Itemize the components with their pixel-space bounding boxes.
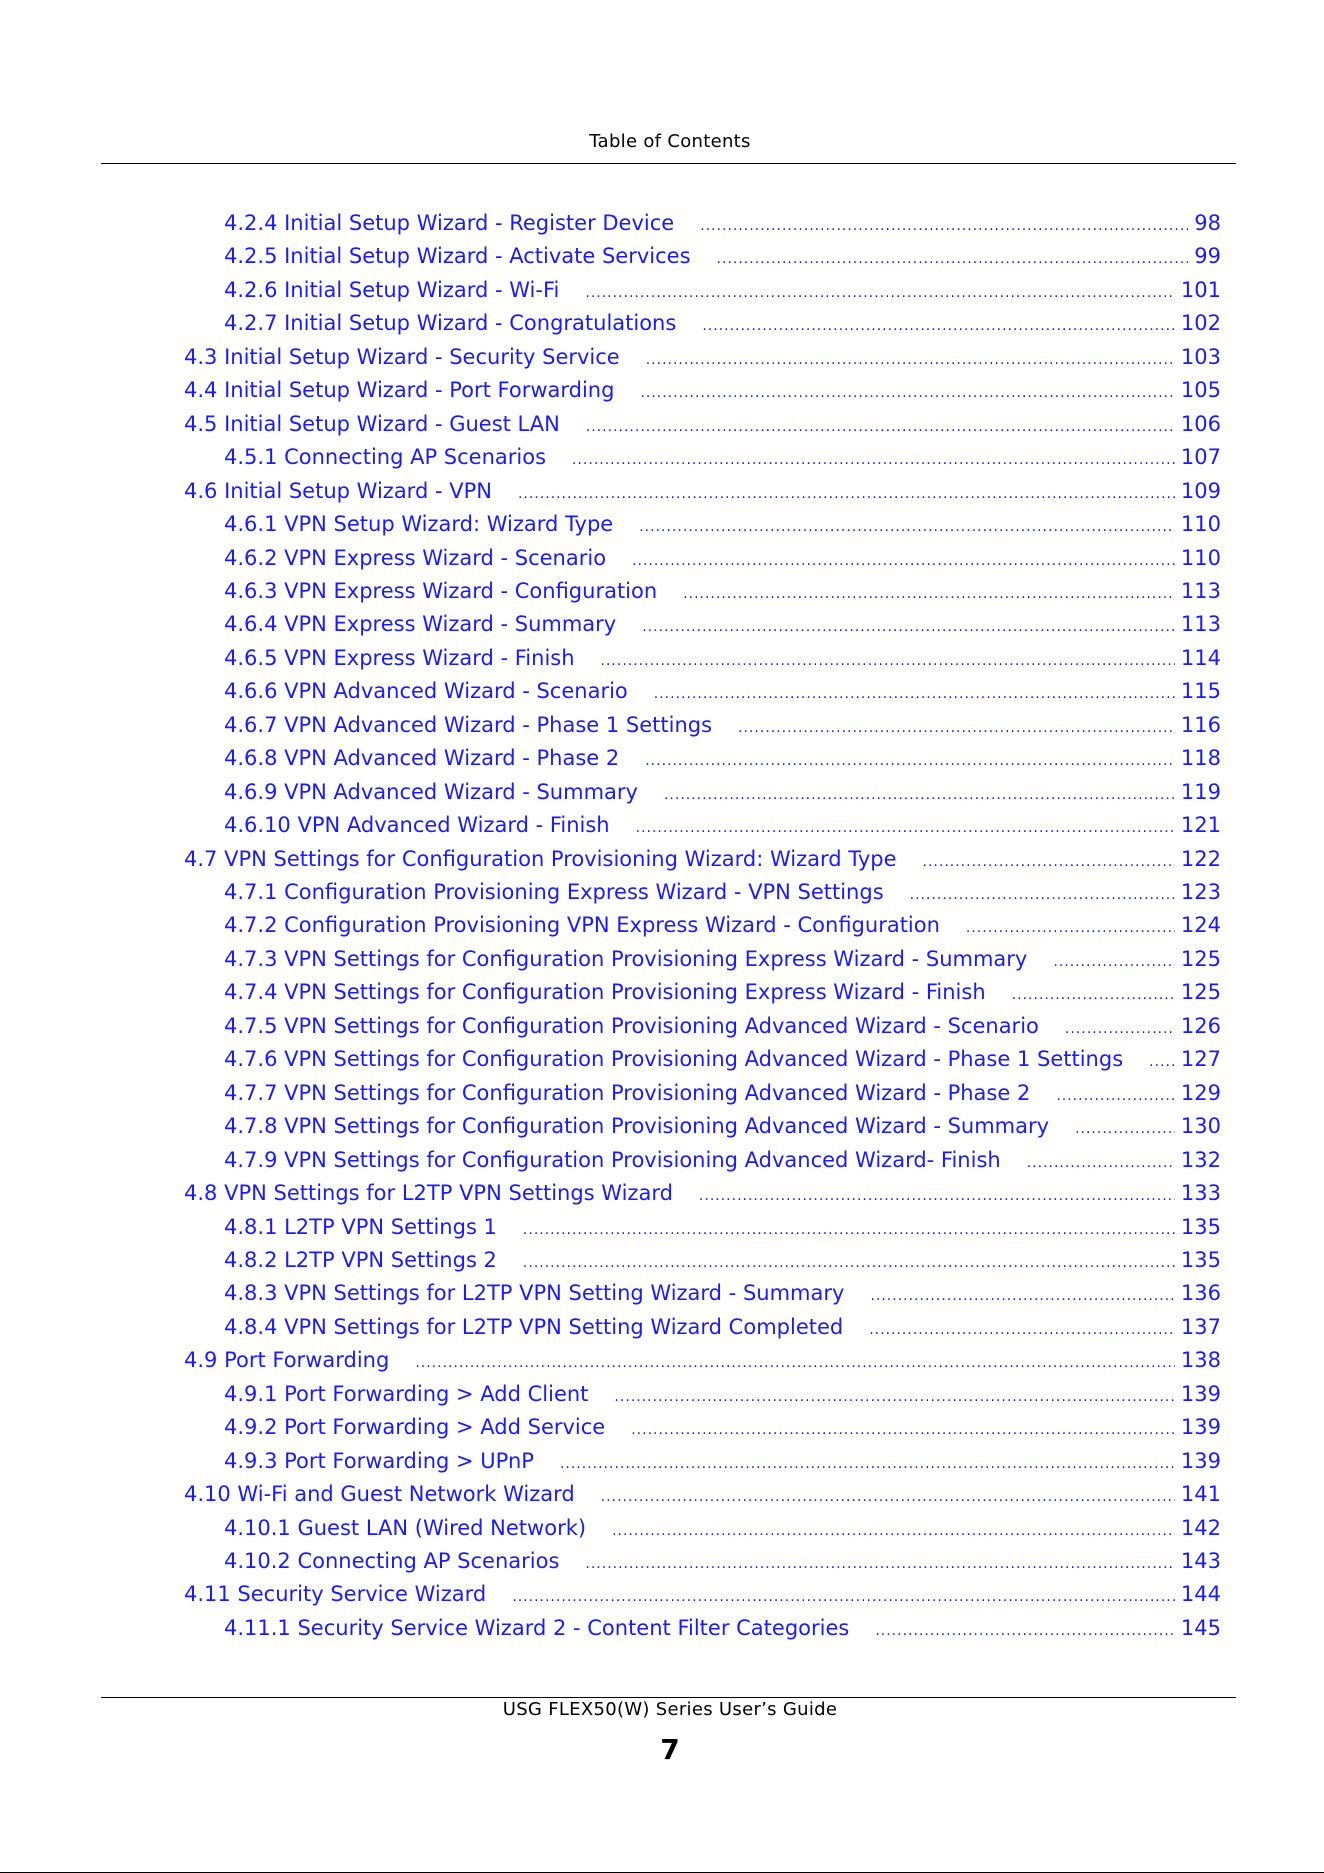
toc-entry-page-number: 119	[1180, 780, 1221, 804]
toc-dot-leader	[966, 920, 1175, 936]
toc-entry[interactable]	[224, 746, 1221, 780]
toc-entry-title: 4.8 VPN Settings for L2TP VPN Settings Wizard	[184, 1181, 673, 1205]
toc-entry-title: 4.6.5 VPN Express Wizard - Finish	[224, 646, 575, 670]
toc-dot-leader	[646, 352, 1175, 368]
toc-entry[interactable]	[184, 1181, 1221, 1215]
toc-dot-leader	[614, 1389, 1174, 1405]
toc-entry-page-number: 145	[1180, 1616, 1221, 1640]
toc-dot-leader	[923, 854, 1175, 870]
toc-entry-title: 4.3 Initial Setup Wizard - Security Service	[184, 345, 620, 369]
toc-entry-title: 4.2.4 Initial Setup Wizard - Register Device	[224, 211, 675, 235]
toc-dot-leader	[639, 519, 1175, 535]
toc-entry-page-number: 103	[1180, 345, 1221, 369]
toc-entry-page-number: 137	[1180, 1315, 1221, 1339]
toc-entry-title: 4.7.8 VPN Settings for Configuration Provisioning Advanced Wizard - Summary	[224, 1114, 1050, 1138]
header-divider	[101, 163, 1236, 164]
toc-dot-leader	[645, 753, 1175, 769]
toc-entry-page-number: 125	[1180, 980, 1221, 1004]
toc-entry-title: 4.4 Initial Setup Wizard - Port Forwarding	[184, 378, 615, 402]
toc-entry-page-number: 132	[1180, 1148, 1221, 1172]
toc-entry-title: 4.5.1 Connecting AP Scenarios	[224, 445, 547, 469]
toc-dot-leader	[869, 1322, 1175, 1338]
toc-entry[interactable]	[224, 278, 1221, 312]
toc-entry-page-number: 109	[1180, 479, 1221, 503]
toc-entry-title: 4.6.10 VPN Advanced Wizard - Finish	[224, 813, 610, 837]
toc-entry-page-number: 138	[1180, 1348, 1221, 1372]
toc-entry-title: 4.10.1 Guest LAN (Wired Network)	[224, 1516, 587, 1540]
toc-entry[interactable]	[224, 780, 1221, 814]
toc-entry[interactable]	[224, 1081, 1221, 1115]
toc-entry-page-number: 139	[1180, 1449, 1221, 1473]
toc-dot-leader	[875, 1623, 1175, 1639]
toc-entry[interactable]	[184, 1482, 1221, 1516]
toc-entry-page-number: 136	[1180, 1281, 1221, 1305]
toc-entry[interactable]	[224, 679, 1221, 713]
toc-dot-leader	[572, 452, 1175, 468]
toc-dot-leader	[664, 787, 1175, 803]
toc-entry[interactable]	[184, 1582, 1221, 1616]
toc-dot-leader	[632, 553, 1175, 569]
toc-entry-title: 4.8.2 L2TP VPN Settings 2	[224, 1248, 497, 1272]
toc-entry[interactable]	[224, 512, 1221, 546]
toc-entry-page-number: 124	[1180, 913, 1221, 937]
toc-entry-title: 4.2.7 Initial Setup Wizard - Congratulations	[224, 311, 677, 335]
toc-entry[interactable]	[224, 1248, 1221, 1282]
toc-entry[interactable]	[224, 546, 1221, 580]
toc-entry[interactable]	[224, 211, 1221, 245]
toc-entry-title: 4.6.2 VPN Express Wizard - Scenario	[224, 546, 607, 570]
toc-entry-title: 4.8.1 L2TP VPN Settings 1	[224, 1215, 497, 1239]
toc-entry-title: 4.8.4 VPN Settings for L2TP VPN Setting Wizard Completed	[224, 1315, 844, 1339]
page-number: 7	[660, 1733, 680, 1766]
toc-entry[interactable]	[224, 1114, 1221, 1148]
toc-entry-title: 4.7.4 VPN Settings for Configuration Provisioning Express Wizard - Finish	[224, 980, 986, 1004]
toc-entry[interactable]	[224, 1516, 1221, 1550]
toc-entry[interactable]	[224, 1148, 1221, 1182]
toc-entry[interactable]	[224, 1047, 1221, 1081]
toc-entry[interactable]	[224, 1549, 1221, 1583]
toc-dot-leader	[585, 1556, 1175, 1572]
toc-dot-leader	[560, 1456, 1175, 1472]
toc-entry-page-number: 99	[1194, 244, 1221, 268]
toc-entry-page-number: 135	[1180, 1248, 1221, 1272]
toc-entry-page-number: 102	[1180, 311, 1221, 335]
toc-dot-leader	[1012, 987, 1175, 1003]
toc-dot-leader	[683, 586, 1175, 602]
footer-divider	[101, 1697, 1236, 1698]
toc-dot-leader	[717, 251, 1189, 267]
toc-entry[interactable]	[224, 880, 1221, 914]
toc-entry-page-number: 101	[1180, 278, 1221, 302]
toc-entry-title: 4.7.9 VPN Settings for Configuration Provisioning Advanced Wizard- Finish	[224, 1148, 1001, 1172]
toc-entry-page-number: 139	[1180, 1415, 1221, 1439]
toc-entry-title: 4.7.2 Configuration Provisioning VPN Express Wizard - Configuration	[224, 913, 940, 937]
toc-entry-title: 4.6.8 VPN Advanced Wizard - Phase 2	[224, 746, 620, 770]
toc-dot-leader	[1065, 1021, 1175, 1037]
toc-entry-title: 4.10 Wi-Fi and Guest Network Wizard	[184, 1482, 575, 1506]
toc-entry-title: 4.11.1 Security Service Wizard 2 - Content Filter Categories	[224, 1616, 850, 1640]
toc-dot-leader	[870, 1288, 1174, 1304]
toc-entry-title: 4.10.2 Connecting AP Scenarios	[224, 1549, 560, 1573]
toc-entry-page-number: 126	[1180, 1014, 1221, 1038]
toc-entry-page-number: 122	[1180, 847, 1221, 871]
toc-dot-leader	[612, 1523, 1175, 1539]
toc-entry-page-number: 133	[1180, 1181, 1221, 1205]
toc-entry-title: 4.9.3 Port Forwarding > UPnP	[224, 1449, 534, 1473]
toc-dot-leader	[640, 385, 1174, 401]
toc-entry-page-number: 123	[1180, 880, 1221, 904]
toc-entry-page-number: 105	[1180, 378, 1221, 402]
toc-entry-page-number: 135	[1180, 1215, 1221, 1239]
toc-entry-page-number: 144	[1180, 1582, 1221, 1606]
toc-entry-title: 4.7.6 VPN Settings for Configuration Provisioning Advanced Wizard - Phase 1 Settings	[224, 1047, 1124, 1071]
toc-entry-title: 4.9 Port Forwarding	[184, 1348, 390, 1372]
page-header-title: Table of Contents	[589, 131, 751, 152]
toc-entry[interactable]	[224, 1449, 1221, 1483]
toc-entry-page-number: 121	[1180, 813, 1221, 837]
toc-entry-page-number: 106	[1180, 412, 1221, 436]
toc-entry-page-number: 127	[1180, 1047, 1221, 1071]
toc-entry[interactable]	[224, 913, 1221, 947]
toc-dot-leader	[1075, 1121, 1175, 1137]
toc-dot-leader	[636, 820, 1175, 836]
toc-dot-leader	[1149, 1054, 1175, 1070]
toc-dot-leader	[523, 1255, 1175, 1271]
toc-entry-page-number: 114	[1180, 646, 1221, 670]
toc-entry-title: 4.7.7 VPN Settings for Configuration Provisioning Advanced Wizard - Phase 2	[224, 1081, 1031, 1105]
toc-entry-page-number: 113	[1180, 579, 1221, 603]
toc-entry[interactable]	[184, 1348, 1221, 1382]
toc-entry-title: 4.7.1 Configuration Provisioning Express Wizard - VPN Settings	[224, 880, 884, 904]
toc-dot-leader	[1056, 1088, 1175, 1104]
toc-entry[interactable]	[224, 1215, 1221, 1249]
toc-entry-title: 4.7.3 VPN Settings for Configuration Provisioning Express Wizard - Summary	[224, 947, 1028, 971]
toc-entry-title: 4.7 VPN Settings for Configuration Provisioning Wizard: Wizard Type	[184, 847, 897, 871]
toc-dot-leader	[586, 419, 1175, 435]
toc-dot-leader	[1027, 1155, 1175, 1171]
toc-entry[interactable]	[184, 412, 1221, 446]
toc-entry-page-number: 129	[1180, 1081, 1221, 1105]
toc-entry-title: 4.6.7 VPN Advanced Wizard - Phase 1 Settings	[224, 713, 713, 737]
toc-dot-leader	[601, 1489, 1175, 1505]
toc-entry-page-number: 130	[1180, 1114, 1221, 1138]
toc-entry[interactable]	[224, 980, 1221, 1014]
toc-entry[interactable]	[184, 378, 1221, 412]
toc-entry[interactable]	[224, 445, 1221, 479]
toc-entry-page-number: 115	[1180, 679, 1221, 703]
toc-entry[interactable]	[224, 947, 1221, 981]
toc-entry-page-number: 110	[1180, 512, 1221, 536]
toc-dot-leader	[702, 318, 1175, 334]
toc-dot-leader	[699, 1188, 1175, 1204]
toc-entry[interactable]	[224, 1382, 1221, 1416]
footer-guide-title: USG FLEX50(W) Series User’s Guide	[502, 1699, 838, 1720]
toc-entry[interactable]	[224, 1281, 1221, 1315]
toc-entry[interactable]	[224, 612, 1221, 646]
toc-entry[interactable]	[224, 813, 1221, 847]
toc-entry[interactable]	[224, 1616, 1221, 1650]
toc-entry-page-number: 139	[1180, 1382, 1221, 1406]
toc-dot-leader	[585, 285, 1175, 301]
toc-entry-title: 4.9.1 Port Forwarding > Add Client	[224, 1382, 589, 1406]
toc-dot-leader	[738, 720, 1175, 736]
toc-entry[interactable]	[224, 1315, 1221, 1349]
toc-entry[interactable]	[224, 646, 1221, 680]
toc-dot-leader	[601, 653, 1175, 669]
toc-entry-page-number: 113	[1180, 612, 1221, 636]
toc-entry-title: 4.7.5 VPN Settings for Configuration Provisioning Advanced Wizard - Scenario	[224, 1014, 1039, 1038]
toc-dot-leader	[512, 1589, 1175, 1605]
toc-entry[interactable]	[224, 244, 1221, 278]
toc-entry-title: 4.2.5 Initial Setup Wizard - Activate Services	[224, 244, 691, 268]
toc-dot-leader	[631, 1422, 1175, 1438]
toc-dot-leader	[1053, 954, 1175, 970]
toc-entry-page-number: 116	[1180, 713, 1221, 737]
toc-entry-title: 4.11 Security Service Wizard	[184, 1582, 487, 1606]
toc-entry-page-number: 107	[1180, 445, 1221, 469]
toc-entry-page-number: 141	[1180, 1482, 1221, 1506]
toc-entry-title: 4.6.1 VPN Setup Wizard: Wizard Type	[224, 512, 614, 536]
toc-entry[interactable]	[224, 1415, 1221, 1449]
toc-entry-title: 4.6.9 VPN Advanced Wizard - Summary	[224, 780, 638, 804]
toc-entry-page-number: 143	[1180, 1549, 1221, 1573]
toc-entry-title: 4.6.6 VPN Advanced Wizard - Scenario	[224, 679, 628, 703]
toc-entry-page-number: 118	[1180, 746, 1221, 770]
toc-entry-page-number: 110	[1180, 546, 1221, 570]
toc-entry-title: 4.8.3 VPN Settings for L2TP VPN Setting Wizard - Summary	[224, 1281, 845, 1305]
toc-dot-leader	[700, 218, 1188, 234]
toc-entry-title: 4.6.4 VPN Express Wizard - Summary	[224, 612, 617, 636]
toc-entry[interactable]	[224, 713, 1221, 747]
toc-dot-leader	[642, 619, 1175, 635]
toc-entry-title: 4.6.3 VPN Express Wizard - Configuration	[224, 579, 658, 603]
toc-dot-leader	[518, 486, 1175, 502]
toc-entry-title: 4.6 Initial Setup Wizard - VPN	[184, 479, 492, 503]
toc-dot-leader	[654, 686, 1175, 702]
toc-entry[interactable]	[184, 847, 1221, 881]
toc-entry-title: 4.2.6 Initial Setup Wizard - Wi-Fi	[224, 278, 560, 302]
toc-dot-leader	[415, 1355, 1175, 1371]
toc-entry[interactable]	[184, 345, 1221, 379]
toc-entry[interactable]	[224, 1014, 1221, 1048]
toc-dot-leader	[523, 1222, 1175, 1238]
toc-entry[interactable]	[224, 579, 1221, 613]
toc-entry[interactable]	[184, 479, 1221, 513]
toc-entry-title: 4.9.2 Port Forwarding > Add Service	[224, 1415, 606, 1439]
toc-dot-leader	[910, 887, 1175, 903]
toc-entry-title: 4.5 Initial Setup Wizard - Guest LAN	[184, 412, 560, 436]
toc-entry-page-number: 98	[1194, 211, 1221, 235]
toc-entry-page-number: 125	[1180, 947, 1221, 971]
toc-entry[interactable]	[224, 311, 1221, 345]
toc-entry-page-number: 142	[1180, 1516, 1221, 1540]
